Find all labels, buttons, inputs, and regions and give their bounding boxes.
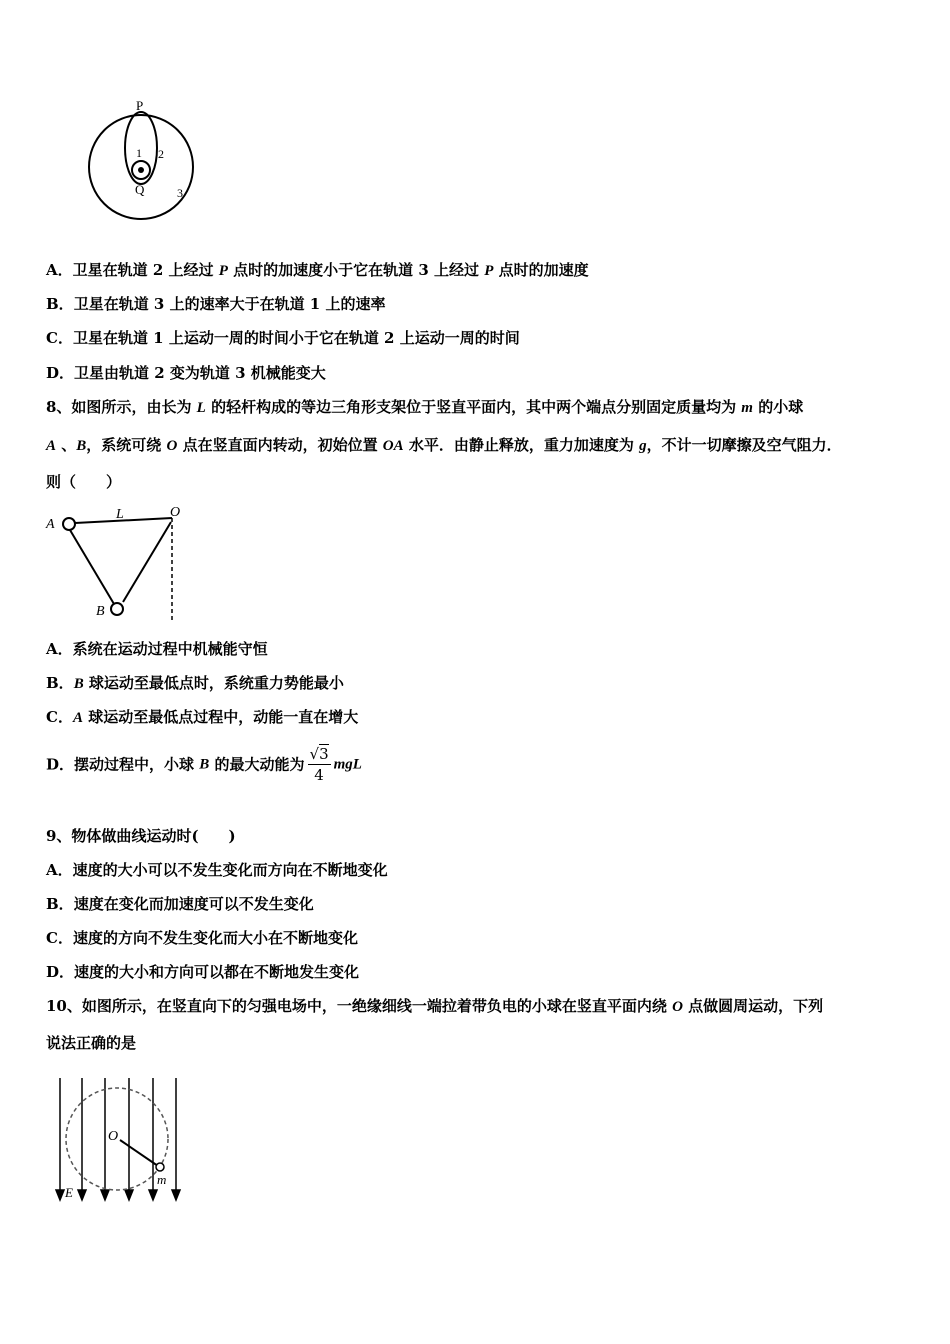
label-e: E — [65, 1185, 73, 1200]
label-l: L — [116, 507, 124, 522]
label-1: 1 — [136, 146, 142, 160]
q8-stem-line-3: 则（ ） — [46, 473, 122, 491]
q7-option-b: B．卫星在轨道 3 上的速率大于在轨道 1 上的速率 — [46, 295, 386, 313]
label-p: P — [136, 98, 144, 113]
q9-option-b: B．速度在变化而加速度可以不发生变化 — [46, 895, 314, 913]
q7-option-d: D．卫星由轨道 2 变为轨道 3 机械能变大 — [46, 364, 326, 382]
q8-option-b: B．B 球运动至最低点时，系统重力势能最小 — [46, 674, 344, 692]
orbit-diagram — [80, 96, 210, 231]
planet-dot — [138, 167, 144, 173]
label-o: O — [170, 505, 181, 520]
q9-option-c: C．速度的方向不发生变化而大小在不断地变化 — [46, 929, 358, 947]
q9-stem: 9、物体做曲线运动时( ) — [46, 827, 236, 845]
electric-field-diagram — [48, 1074, 194, 1208]
charged-ball — [156, 1163, 164, 1171]
label-2: 2 — [158, 147, 164, 161]
fraction-sqrt3-over-4: $\frac{√3}{4}$ — [309, 745, 329, 784]
triangle-diagram — [44, 502, 194, 624]
q8-option-a: A．系统在运动过程中机械能守恒 — [46, 640, 268, 658]
rod-ob — [123, 522, 171, 602]
q8-stem-line-2: A 、B，系统可绕 O 点在竖直面内转动，初始位置 OA 水平．由静止释放，重力加速度为 g，不计一切摩擦及空气阻力． — [46, 436, 842, 454]
label-o: O — [108, 1129, 119, 1144]
label-b: B — [96, 604, 105, 619]
label-m: m — [157, 1172, 167, 1187]
q8-option-c: C．A 球运动至最低点过程中，动能一直在增大 — [46, 708, 359, 726]
label-q: Q — [135, 182, 145, 197]
ball-a — [63, 518, 75, 530]
q7-option-a: A．卫星在轨道 2 上经过 P 点时的加速度小于它在轨道 3 上经过 P 点时的加速度 — [46, 261, 589, 279]
q9-option-a: A．速度的大小可以不发生变化而方向在不断地变化 — [46, 861, 388, 879]
q9-option-d: D．速度的大小和方向可以都在不断地发生变化 — [46, 963, 360, 981]
q8-stem-line-1: 8、如图所示，由长为 L 的轻杆构成的等边三角形支架位于竖直平面内，其中两个端点分别固定质量均为 m 的小球 — [46, 398, 804, 416]
q10-stem-line-2: 说法正确的是 — [46, 1034, 137, 1052]
q8-option-d: D．摆动过程中，小球 B 的最大动能为 $\frac{√3}{4}$ mgL — [46, 745, 362, 784]
q10-stem-line-1: 10、如图所示，在竖直向下的匀强电场中，一绝缘细线一端拉着带负电的小球在竖直平面内绕 O 点做圆周运动，下列 — [46, 997, 824, 1015]
label-a: A — [46, 517, 55, 532]
label-3: 3 — [177, 186, 183, 200]
rod-ab — [70, 530, 114, 604]
ball-b — [111, 603, 123, 615]
q7-option-c: C．卫星在轨道 1 上运动一周的时间小于它在轨道 2 上运动一周的时间 — [46, 329, 520, 347]
